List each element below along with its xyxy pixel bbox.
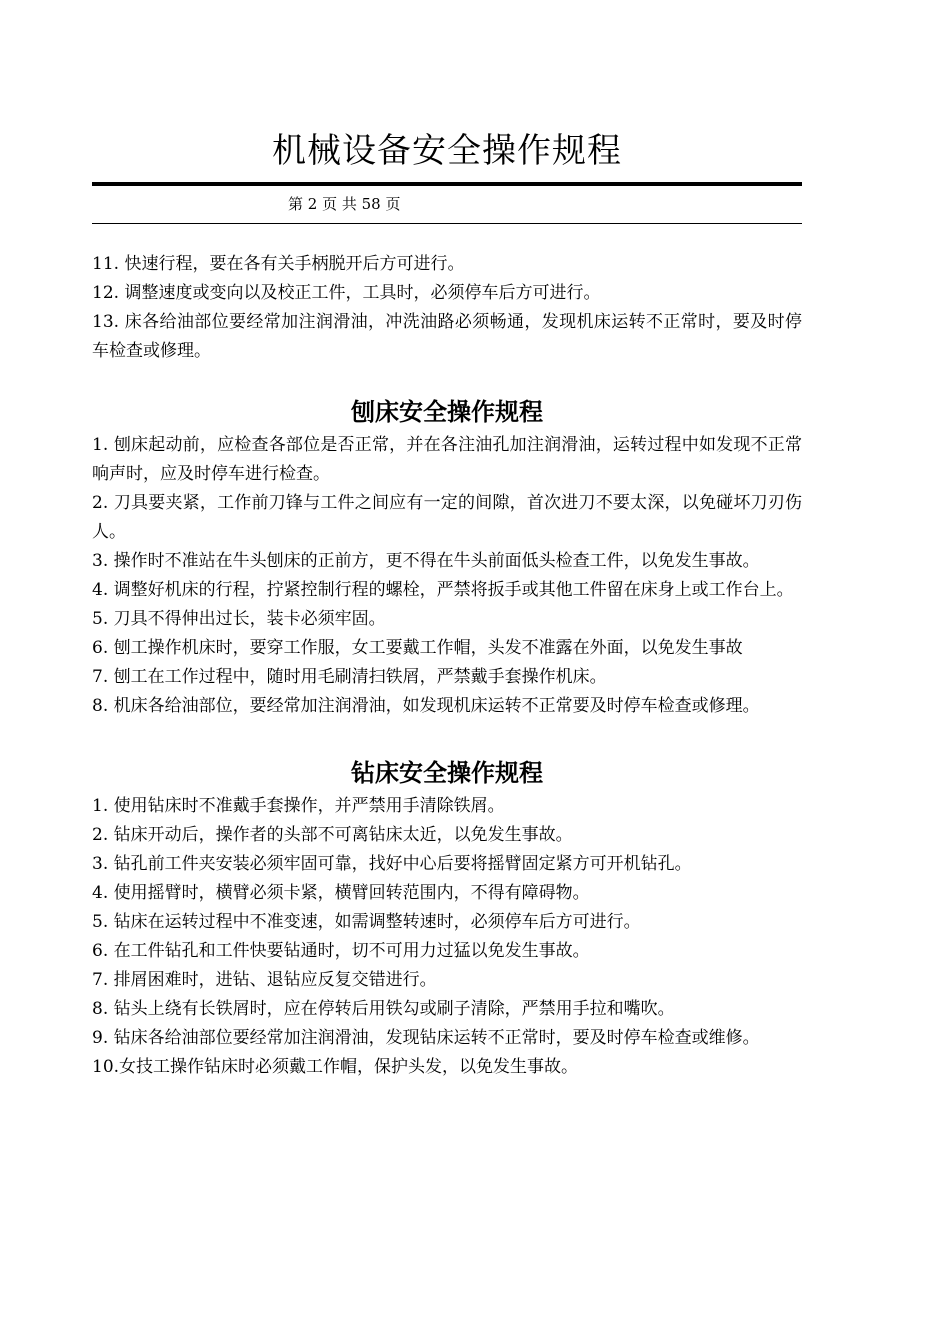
section-title-drill: 钻床安全操作规程 [351, 758, 543, 787]
list-item: 13. 床各给油部位要经常加注润滑油，冲洗油路必须畅通，发现机床运转不正常时，要及时停车检查或修理。 [92, 312, 802, 361]
list-item: 1. 刨床起动前，应检查各部位是否正常，并在各注油孔加注润滑油，运转过程中如发现不正常响声时，应及时停车进行检查。 [92, 435, 802, 484]
list-item: 10.女技工操作钻床时必须戴工作帽，保护头发，以免发生事故。 [92, 1057, 579, 1077]
page-number: 第 2 页 共 58 页 [288, 195, 401, 213]
list-item: 6. 刨工操作机床时，要穿工作服，女工要戴工作帽，头发不准露在外面，以免发生事故 [92, 638, 743, 658]
list-item: 12. 调整速度或变向以及校正工件，工具时，必须停车后方可进行。 [92, 283, 601, 303]
section-title-planer: 刨床安全操作规程 [351, 397, 543, 426]
list-item: 5. 刀具不得伸出过长，装卡必须牢固。 [92, 609, 386, 629]
list-item: 3. 操作时不准站在牛头刨床的正前方，更不得在牛头前面低头检查工件，以免发生事故。 [92, 551, 760, 571]
list-item: 5. 钻床在运转过程中不准变速，如需调整转速时，必须停车后方可进行。 [92, 912, 641, 932]
header-rule-thick [92, 182, 802, 186]
list-item: 11. 快速行程，要在各有关手柄脱开后方可进行。 [92, 254, 465, 274]
list-item: 1. 使用钻床时不准戴手套操作，并严禁用手清除铁屑。 [92, 796, 505, 816]
list-item: 2. 钻床开动后，操作者的头部不可离钻床太近，以免发生事故。 [92, 825, 573, 845]
list-item: 8. 钻头上绕有长铁屑时，应在停转后用铁勾或刷子清除，严禁用手拉和嘴吹。 [92, 999, 675, 1019]
list-item: 4. 调整好机床的行程，拧紧控制行程的螺栓，严禁将扳手或其他工件留在床身上或工作台上。 [92, 580, 794, 600]
list-item: 7. 排屑困难时，进钻、退钻应反复交错进行。 [92, 970, 437, 990]
document-body [92, 250, 802, 1082]
list-item: 3. 钻孔前工件夹安装必须牢固可靠，找好中心后要将摇臂固定紧方可开机钻孔。 [92, 854, 692, 874]
list-item: 7. 刨工在工作过程中，随时用毛刷清扫铁屑，严禁戴手套操作机床。 [92, 667, 607, 687]
list-item: 8. 机床各给油部位，要经常加注润滑油，如发现机床运转不正常要及时停车检查或修理。 [92, 696, 760, 716]
list-item: 6. 在工件钻孔和工件快要钻通时，切不可用力过猛以免发生事故。 [92, 941, 590, 961]
document-title: 机械设备安全操作规程 [272, 131, 622, 171]
list-item: 4. 使用摇臂时，横臂必须卡紧，横臂回转范围内，不得有障碍物。 [92, 883, 590, 903]
list-item: 9. 钻床各给油部位要经常加注润滑油，发现钻床运转不正常时，要及时停车检查或维修。 [92, 1028, 760, 1048]
list-item: 2. 刀具要夹紧，工作前刀锋与工件之间应有一定的间隙，首次进刀不要太深，以免碰坏刀刃伤人。 [92, 493, 802, 542]
header-rule-thin [92, 223, 802, 224]
